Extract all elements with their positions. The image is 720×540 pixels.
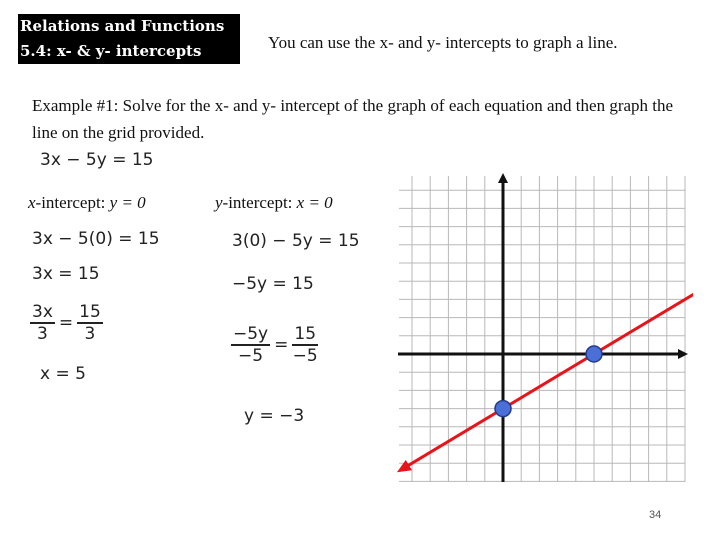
y-step-1: 3(0) − 5y = 15 — [232, 231, 360, 251]
title-line-1: Relations and Functions — [20, 17, 225, 35]
page-number: 34 — [649, 509, 662, 521]
example-text: Example #1: Solve for the x- and y- intercept of the graph of each equation and then graph the line on the grid provided. — [32, 96, 674, 142]
intro-text: You can use the x- and y- intercepts to graph a line. — [268, 33, 618, 52]
x-intercept-point — [586, 346, 602, 362]
x-step-3-right-fraction: $\frac{15}{3}$ — [79, 302, 101, 344]
title-line-2: 5.4: x- & y- intercepts — [20, 42, 202, 60]
x-step-3-left-fraction: $\frac{3x}{3}$ — [32, 302, 53, 344]
coordinate-graph — [393, 170, 693, 488]
x-intercept-heading — [28, 193, 146, 213]
title-box — [18, 14, 240, 64]
y-step-2: −5y = 15 — [232, 274, 314, 294]
equation: 3x − 5y = 15 — [40, 150, 154, 170]
x-heading-cond: y = 0 — [109, 193, 146, 212]
x-step-2: 3x = 15 — [32, 264, 100, 284]
x-heading-text: -intercept: — [35, 193, 110, 212]
y-intercept-heading — [215, 193, 333, 213]
y-step-3-left-fraction: $\frac{-5y}{-5}$ — [233, 324, 269, 366]
y-intercept-point — [495, 401, 511, 417]
y-step-3-right-fraction: $\frac{15}{-5}$ — [292, 324, 318, 366]
y-result: y = −3 — [244, 406, 305, 426]
grid-lines — [399, 176, 685, 482]
y-heading-var: y — [215, 193, 223, 212]
y-heading-cond: x = 0 — [296, 193, 333, 212]
x-step-3: $\frac{3x}{3}$ = $\frac{15}{3}$ — [32, 302, 101, 344]
x-step-1: 3x − 5(0) = 15 — [32, 229, 160, 249]
y-step-3: $\frac{-5y}{-5}$ = $\frac{15}{-5}$ — [233, 324, 318, 366]
y-heading-text: -intercept: — [222, 193, 297, 212]
x-result: x = 5 — [40, 364, 86, 384]
x-heading-var: x — [28, 193, 36, 212]
